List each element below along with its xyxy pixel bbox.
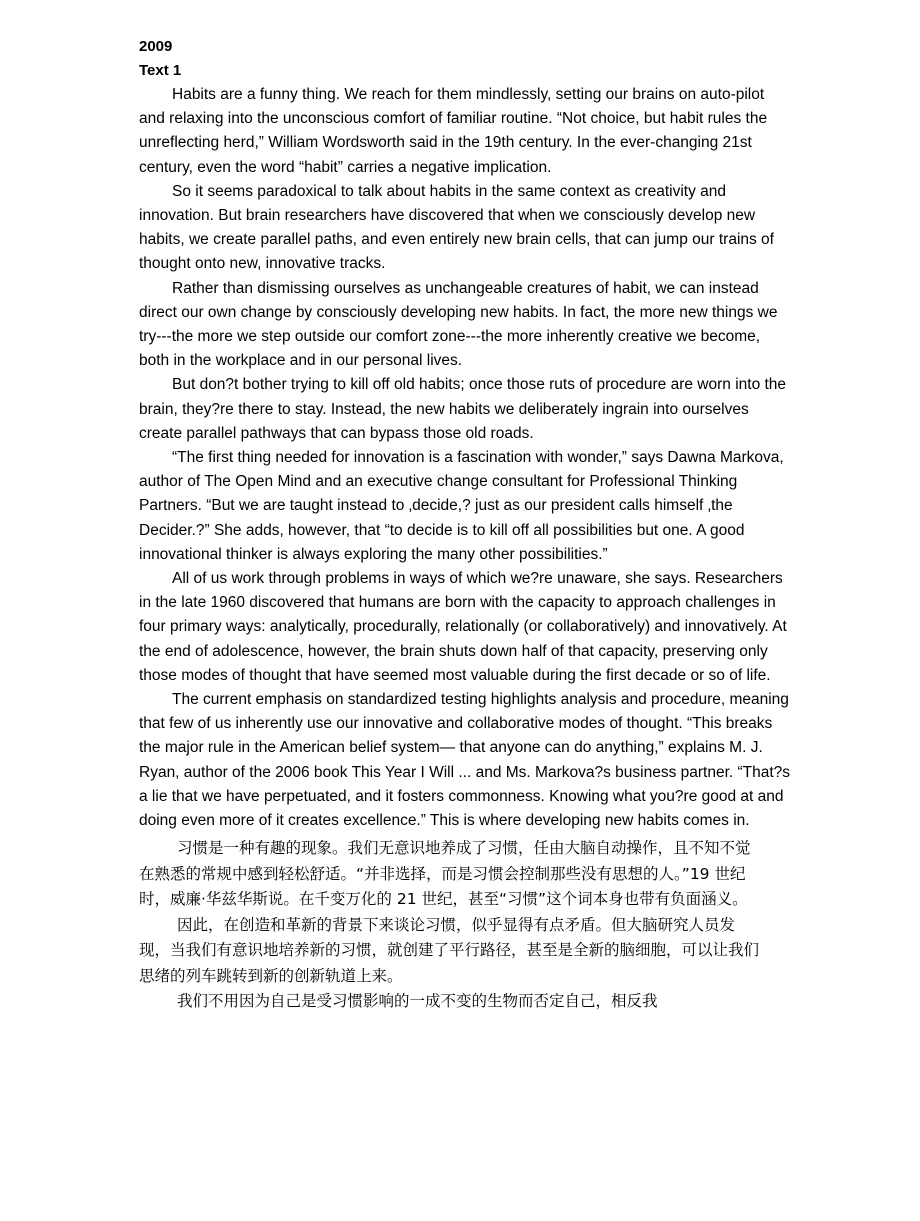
english-paragraph-6: All of us work through problems in ways of which we?re unaware, she says. Researchers in the late 1960 discovered that humans are born with the capacity to approach challenges in four primary ways: analytically, procedurally, relationally (or collaboratively) and innovatively. At the end of adolescence, however, the brain shuts down half of that capacity, preserving only those modes of thought that have seemed most valuable during the first decade or so of life. <box>139 570 787 684</box>
english-paragraph-7: The current emphasis on standardized testing highlights analysis and procedure, meaning that few of us inherently use our innovative and collaborative modes of thought. “This breaks the major rule in the American belief system— that anyone can do anything,” explains M. J. Ryan, author of the 2006 book This Year I Will ... and Ms. Markova?s business partner. “That?s a lie that we have perpetuated, and it fosters commonness. Knowing what you?re good at and doing even more of it creates excellence.” This is where developing new habits comes in. <box>139 691 791 830</box>
english-paragraph-5: “The first thing needed for innovation is a fascination with wonder,” says Dawna Markova, author of The Open Mind and an executive change consultant for Professional Thinking Partners. “But we are taught instead to ‚decide,? just as our president calls himself ‚the Decider.?” She adds, however, that “to decide is to kill off all possibilities but one. A good innovational thinker is always exploring the many other possibilities.” <box>139 449 784 563</box>
english-passage <box>139 83 899 833</box>
english-paragraph-4: But don?t bother trying to kill off old habits; once those ruts of procedure are worn into the brain, they?re there to stay. Instead, the new habits we deliberately ingrain into ourselves create parallel pathways that can bypass those old roads. <box>139 376 787 442</box>
text-title: Text 1 <box>139 62 182 79</box>
chinese-paragraph-3: 我们不用因为自己是受习惯影响的一成不变的生物而否定自己，相反我 <box>177 992 658 1011</box>
english-paragraph-2: So it seems paradoxical to talk about habits in the same context as creativity and innovation. But brain researchers have discovered that when we consciously develop new habits, we create parallel paths, and even entirely new brain cells, that can jump our trains of thought onto new, innovative tracks. <box>139 182 774 273</box>
chinese-paragraph-1: 习惯是一种有趣的现象。我们无意识地养成了习惯，任由大脑自动操作，且不知不觉在熟悉的常规中感到轻松舒适。“并非选择，而是习惯会控制那些没有思想的人。”19 世纪时，威廉·华兹华斯说。在千变万化的 21 世纪，甚至“习惯”这个词本身也带有负面涵义。 <box>139 839 751 909</box>
document-page <box>139 35 899 1015</box>
english-paragraph-3: Rather than dismissing ourselves as unchangeable creatures of habit, we can instead direct our own change by consciously developing new habits. In fact, the more new things we try---the more we step outside our comfort zone---the more inherently creative we become, both in the workplace and in our personal lives. <box>139 279 778 370</box>
chinese-translation <box>139 836 899 1015</box>
english-paragraph-1: Habits are a funny thing. We reach for them mindlessly, setting our brains on auto-pilot and relaxing into the unconscious comfort of familiar routine. “Not choice, but habit rules the unreflecting herd,” William Wordsworth said in the 19th century. In the ever-changing 21st century, even the word “habit” carries a negative implication. <box>139 86 768 176</box>
chinese-paragraph-2: 因此，在创造和革新的背景下来谈论习惯，似乎显得有点矛盾。但大脑研究人员发现，当我们有意识地培养新的习惯，就创建了平行路径，甚至是全新的脑细胞，可以让我们思绪的列车跳转到新的创新轨道上来。 <box>139 915 760 985</box>
document-year: 2009 <box>139 38 173 55</box>
